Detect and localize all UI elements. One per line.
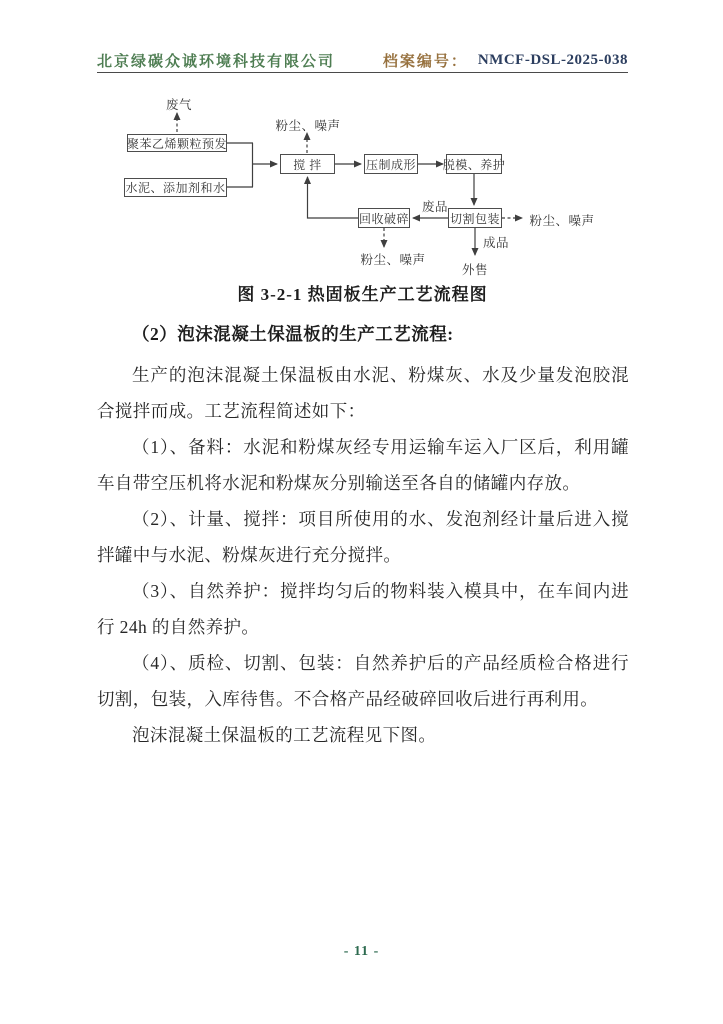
process-flowchart — [95, 85, 640, 285]
figure-caption: 图 3-2-1 热固板生产工艺流程图 — [237, 285, 488, 304]
section-heading: （2）泡沫混凝土保温板的生产工艺流程: — [132, 324, 454, 344]
page-header — [97, 48, 628, 73]
paragraph-step-2: （2）、计量、搅拌：项目所使用的水、发泡剂经计量后进入搅拌罐中与水泥、粉煤灰进行充分搅拌。 — [97, 509, 629, 565]
flow-box-press: 压制成形 — [364, 154, 418, 174]
flow-label-waste-gas: 废气 — [165, 98, 192, 112]
flow-label-dust-noise-bottom: 粉尘、噪声 — [360, 253, 426, 267]
paragraph-outro: 泡沫混凝土保温板的工艺流程见下图。 — [132, 725, 437, 745]
paragraph-step-3: （3）、自然养护：搅拌均匀后的物料装入模具中，在车间内进行 24h 的自然养护。 — [97, 581, 629, 637]
flow-label-dust-noise-right: 粉尘、噪声 — [529, 214, 595, 228]
paragraph-intro: 生产的泡沫混凝土保温板由水泥、粉煤灰、水及少量发泡胶混合搅拌而成。工艺流程简述如下： — [97, 365, 629, 421]
page-number: - 11 - — [343, 944, 380, 959]
flow-label-dust-noise-top: 粉尘、噪声 — [275, 119, 341, 133]
company-name: 北京绿碳众诚环境科技有限公司 — [97, 53, 336, 70]
flow-box-cut-pack: 切割包装 — [448, 208, 502, 228]
paragraph-step-1: （1）、备料：水泥和粉煤灰经专用运输车运入厂区后，利用罐车自带空压机将水泥和粉煤灰分别输送至各自的储罐内存放。 — [97, 437, 629, 493]
flow-box-raw-material: 水泥、添加剂和水 — [124, 178, 227, 197]
body-text — [97, 357, 629, 753]
flow-label-external-sale: 外售 — [461, 263, 488, 277]
flow-box-pre-expand: 聚苯乙烯颗粒预发 — [127, 134, 227, 152]
archive-number-label: 档案编号： — [382, 53, 468, 70]
archive-number-value: NMCF-DSL-2025-038 — [477, 51, 628, 68]
paragraph-step-4: （4）、质检、切割、包装：自然养护后的产品经质检合格进行切割，包装，入库待售。不合格产品经破碎回收后进行再利用。 — [97, 653, 629, 709]
flow-label-scrap: 废品 — [421, 200, 448, 214]
flow-box-mix: 搅 拌 — [280, 154, 335, 174]
flow-box-demold-cure: 脱模、养护 — [446, 154, 502, 174]
flow-box-recycle-crush: 回收破碎 — [358, 208, 410, 228]
archive-info — [383, 50, 628, 71]
flow-label-finished-product: 成品 — [483, 236, 510, 250]
